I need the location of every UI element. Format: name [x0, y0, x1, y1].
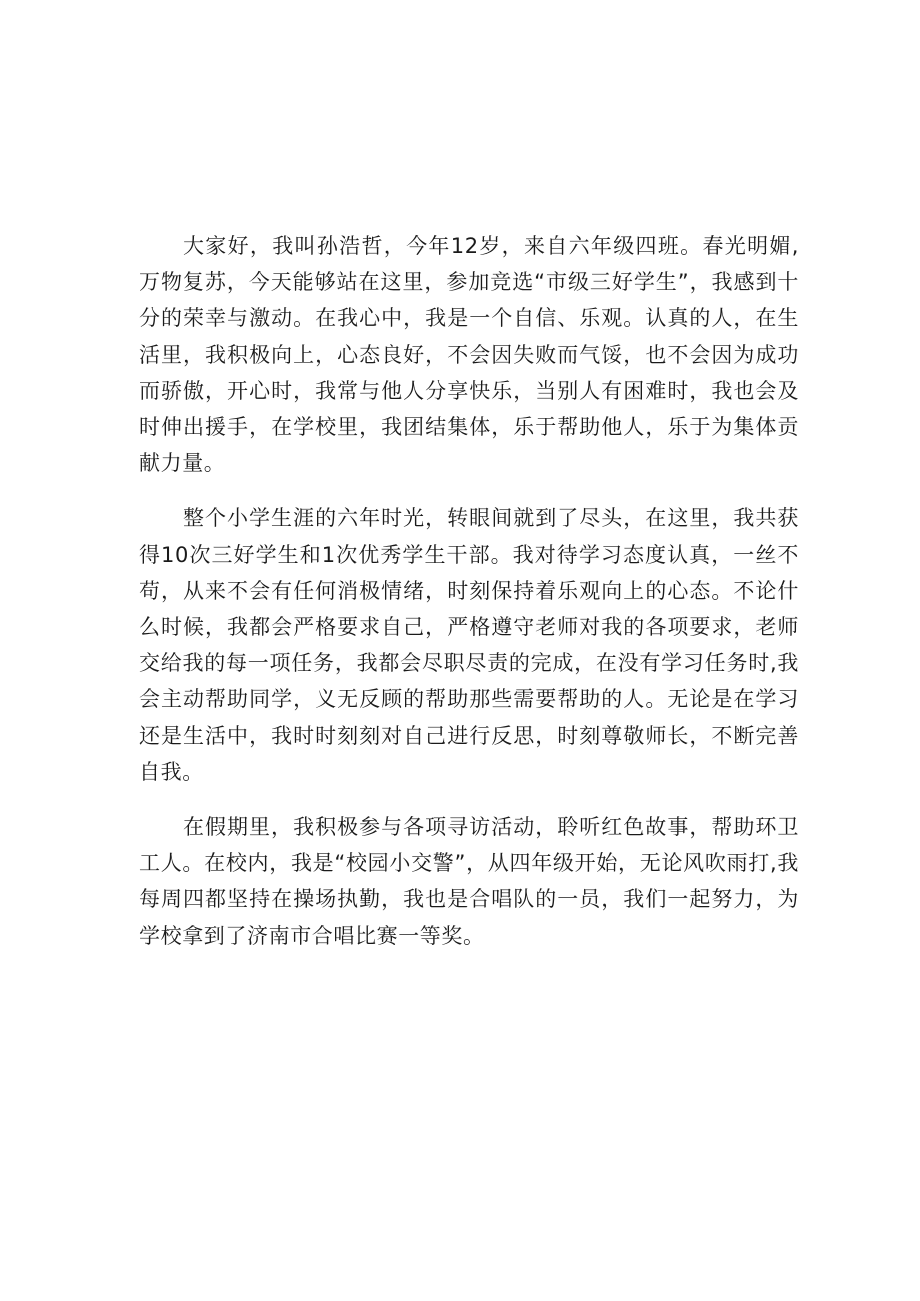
paragraph-intro: 大家好，我叫孙浩哲，今年12岁，来自六年级四班。春光明媚,万物复苏，今天能够站在这里，参加竞选“市级三好学生”，我感到十分的荣幸与激动。在我心中，我是一个自信、乐观。认真的人，在生活里，我积极向上，心态良好，不会因失败而气馁，也不会因为成功而骄傲，开心时，我常与他人分享快乐，当别人有困难时，我也会及时伸出援手，在学校里，我团结集体，乐于帮助他人，乐于为集体贡献力量。: [139, 234, 799, 476]
paragraph-activities: 在假期里，我积极参与各项寻访活动，聆听红色故事，帮助环卫工人。在校内，我是“校园小交警”，从四年级开始，无论风吹雨打,我每周四都坚持在操场执勤，我也是合唱队的一员，我们一起努力，为学校拿到了济南市合唱比赛一等奖。: [139, 815, 799, 948]
document-body: [139, 228, 799, 973]
paragraph-achievements: 整个小学生涯的六年时光，转眼间就到了尽头，在这里，我共获得10次三好学生和1次优秀学生干部。我对待学习态度认真，一丝不苟，从来不会有任何消极情绪，时刻保持着乐观向上的心态。不论什么时候，我都会严格要求自己，严格遵守老师对我的各项要求，老师交给我的每一项任务，我都会尽职尽责的完成，在没有学习任务时,我会主动帮助同学，义无反顾的帮助那些需要帮助的人。无论是在学习还是生活中，我时时刻刻对自己进行反思，时刻尊敬师长，不断完善自我。: [139, 506, 799, 784]
